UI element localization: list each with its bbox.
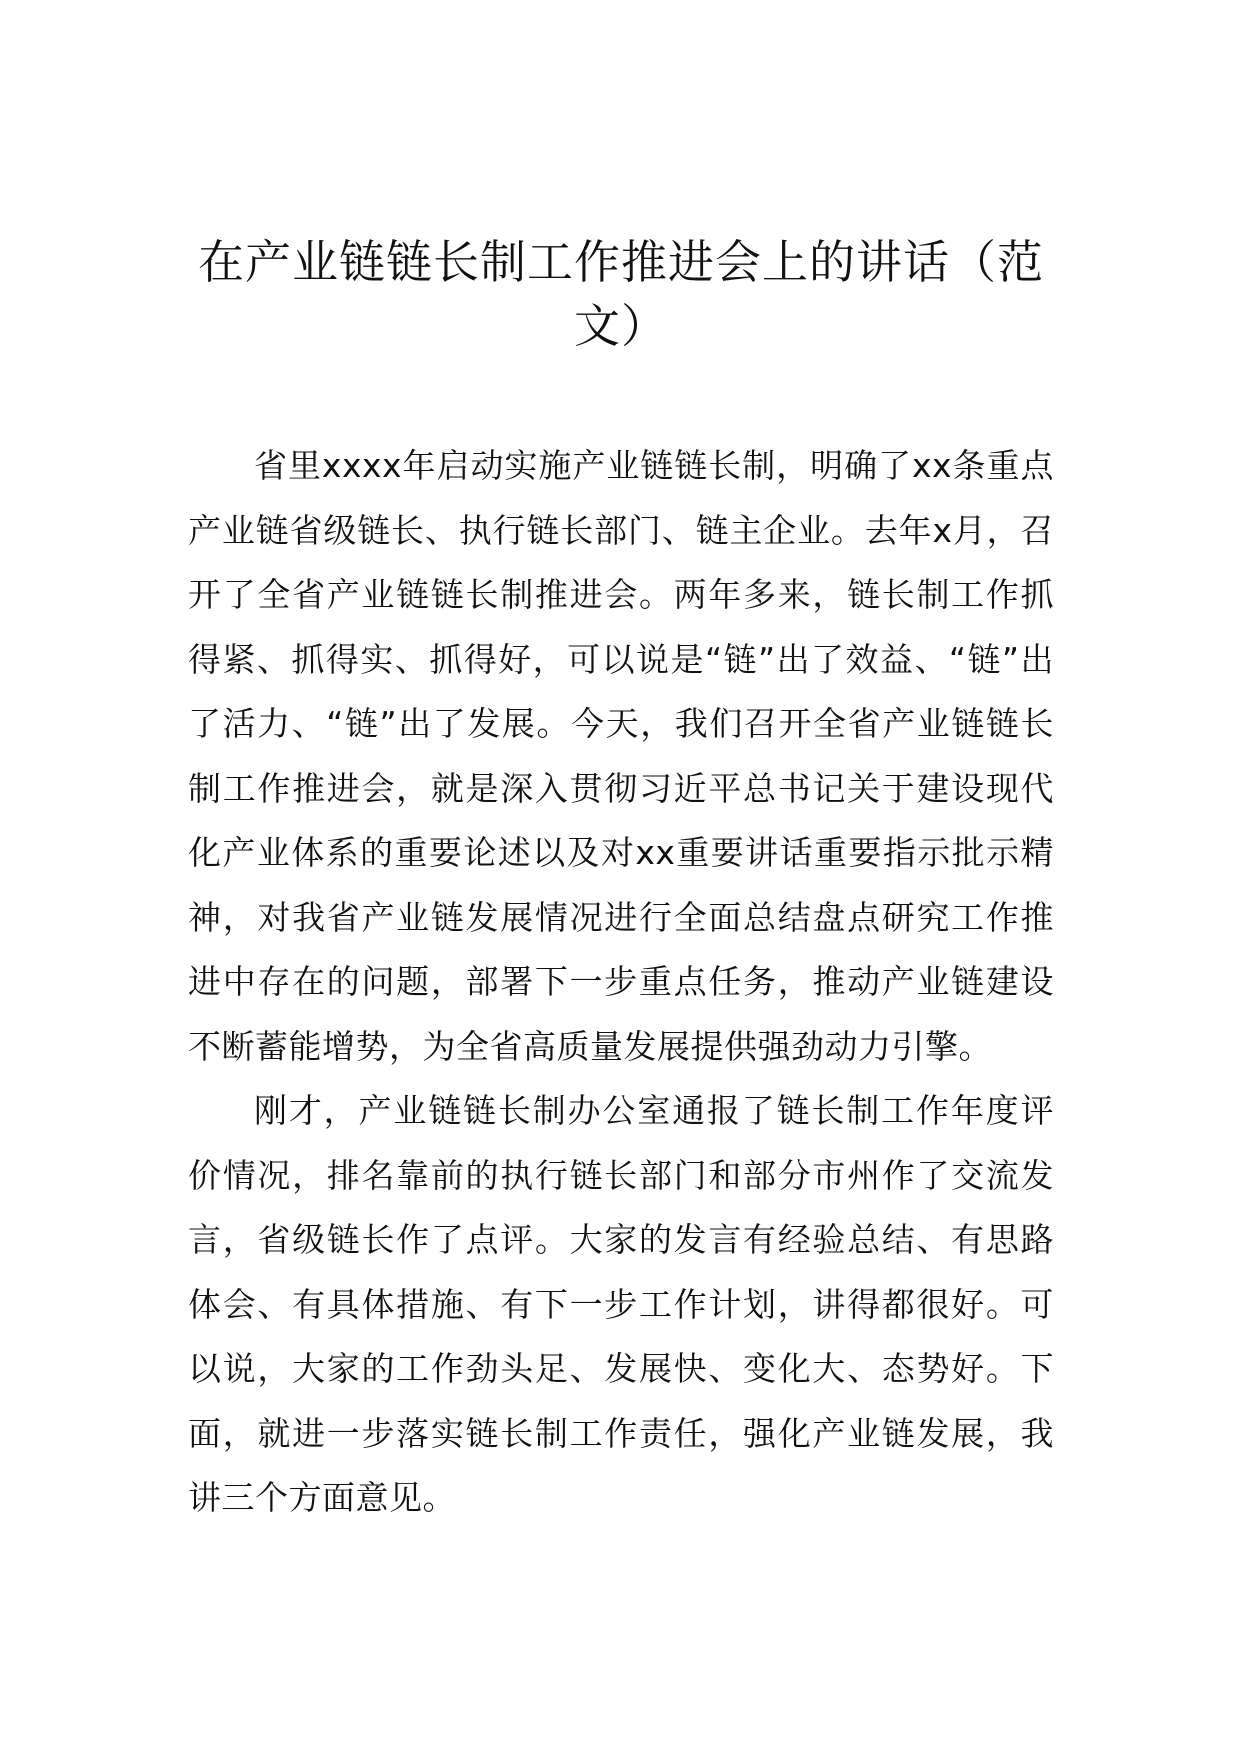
document-title bbox=[188, 230, 1054, 358]
opening-paragraph: 省里xxxx年启动实施产业链链长制，明确了xx条重点产业链省级链长、执行链长部门、链主企业。去年x月，召开了全省产业链链长制推进会。两年多来，链长制工作抓得紧、抓得实、抓得好，可以说是“链”出了效益、“链”出了活力、“链”出了发展。今天，我们召开全省产业链链长制工作推进会，就是深入贯彻习近平总书记关于建设现代化产业体系的重要论述以及对xx重要讲话重要指示批示精神，对我省产业链发展情况进行全面总结盘点研究工作推进中存在的问题，部署下一步重点任务，推动产业链建设不断蓄能增势，为全省高质量发展提供强劲动力引擎。 bbox=[188, 446, 1054, 1066]
document-title-line-1: 在产业链链长制工作推进会上的讲话（范 bbox=[198, 235, 1044, 289]
document-title-line-2: 文） bbox=[574, 299, 668, 353]
second-paragraph: 刚才，产业链链长制办公室通报了链长制工作年度评价情况，排名靠前的执行链长部门和部分市州作了交流发言，省级链长作了点评。大家的发言有经验总结、有思路体会、有具体措施、有下一步工作计划，讲得都很好。可以说，大家的工作劲头足、发展快、变化大、态势好。下面，就进一步落实链长制工作责任，强化产业链发展，我讲三个方面意见。 bbox=[188, 1091, 1054, 1517]
